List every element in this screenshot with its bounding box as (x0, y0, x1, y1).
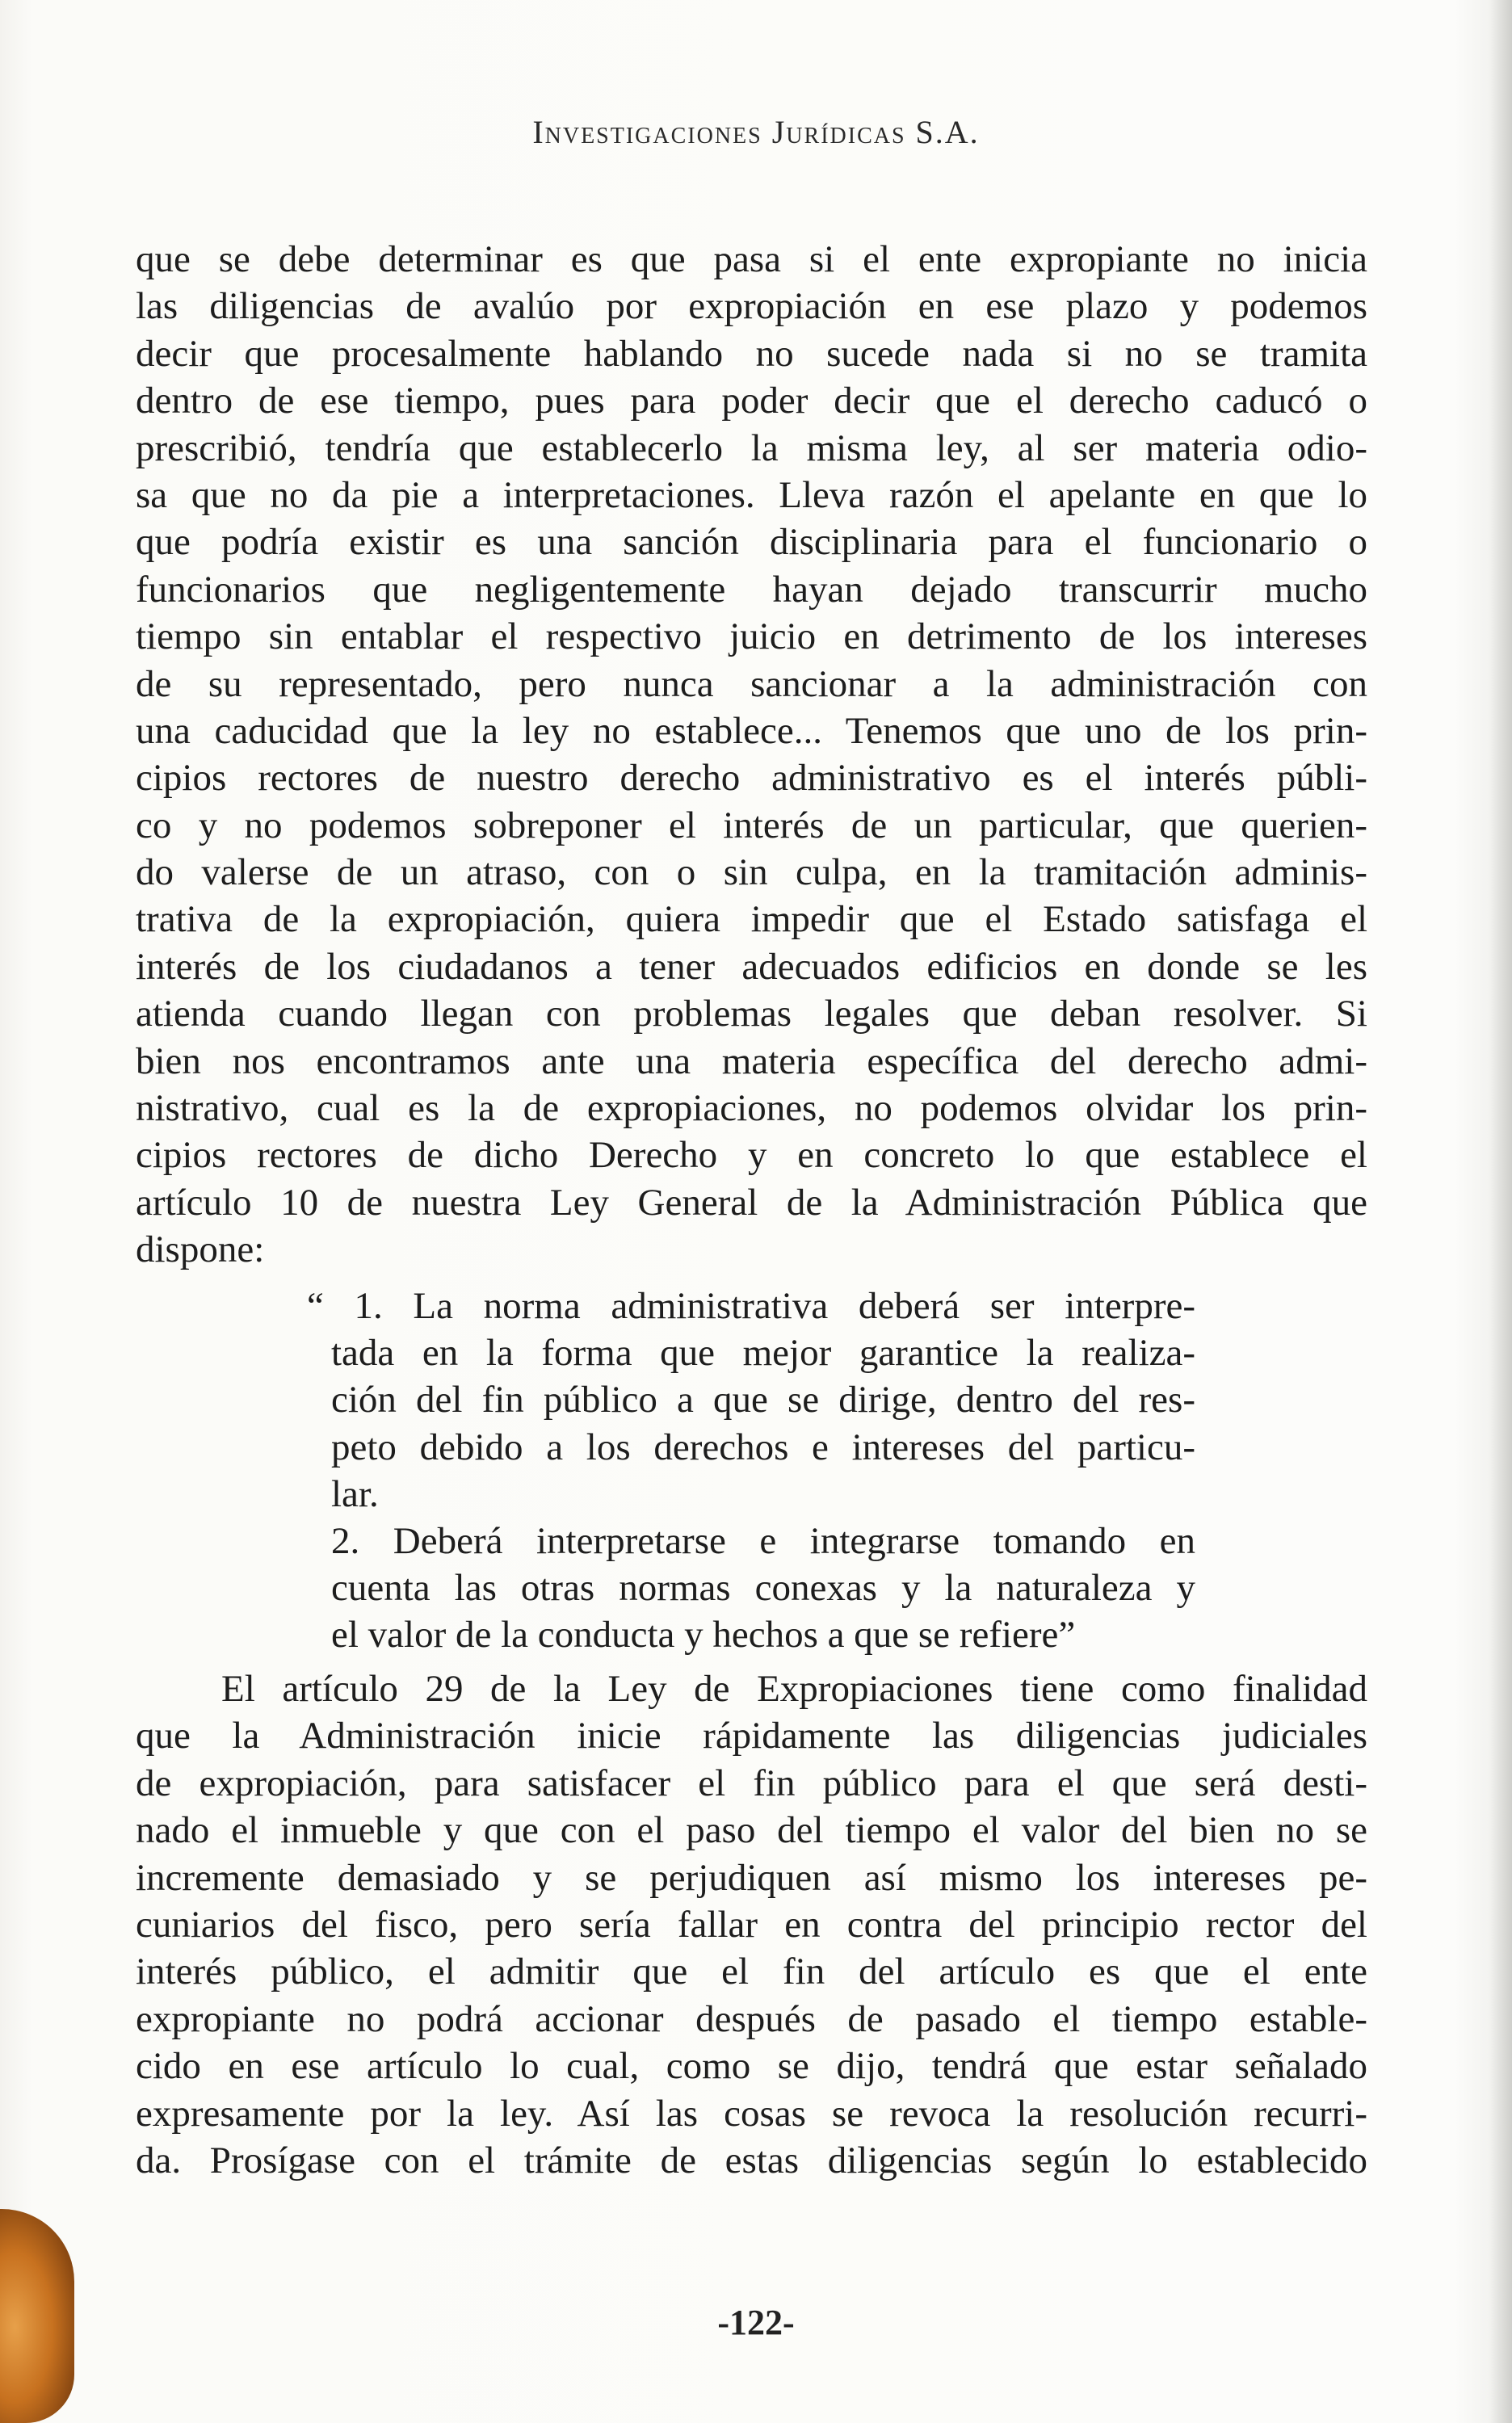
text-line: que podría existir es una sanción disciplinaria para el funcionario o (136, 521, 1367, 564)
text-line: decir que procesalmente hablando no sucede nada si no se tramita (136, 332, 1367, 375)
text-line: cipios rectores de nuestro derecho administrativo es el interés públi- (136, 757, 1367, 800)
text-line: trativa de la expropiación, quiera impedir que el Estado satisfaga el (136, 898, 1367, 941)
text-line: de su representado, pero nunca sancionar a la administración con (136, 662, 1367, 705)
quote-line: 2. Deberá interpretarse e integrarse tomando en (331, 1519, 1195, 1562)
text-line: cipios rectores de dicho Derecho y en concreto lo que establece el (136, 1134, 1367, 1177)
text-line: atienda cuando llegan con problemas legales que deban resolver. Si (136, 993, 1367, 1035)
text-line: bien nos encontramos ante una materia específica del derecho admi- (136, 1039, 1367, 1082)
text-line: que la Administración inicie rápidamente las diligencias judiciales (136, 1715, 1367, 1757)
paragraph-2 (136, 1665, 1367, 2184)
text-line: cido en ese artículo lo cual, como se dijo, tendrá que estar señalado (136, 2045, 1367, 2088)
text-line: las diligencias de avalúo por expropiación en ese plazo y podemos (136, 285, 1367, 328)
text-line: tiempo sin entablar el respectivo juicio en detrimento de los intereses (136, 615, 1367, 658)
page-edge-shadow (1489, 0, 1512, 2423)
text-line: do valerse de un atraso, con o sin culpa, en la tramitación adminis- (136, 851, 1367, 894)
quote-line: cuenta las otras normas conexas y la naturaleza y (331, 1567, 1195, 1610)
text-line: incremente demasiado y se perjudiquen así mismo los intereses pe- (136, 1856, 1367, 1899)
text-line: dentro de ese tiempo, pues para poder decir que el derecho caducó o (136, 380, 1367, 422)
text-line: una caducidad que la ley no establece... Tenemos que uno de los prin- (136, 709, 1367, 752)
paragraph-1 (136, 236, 1367, 1274)
text-line: prescribió, tendría que establecerlo la misma ley, al ser materia odio- (136, 426, 1367, 469)
text-line: interés público, el admitir que el fin del artículo es que el ente (136, 1951, 1367, 1993)
text-line: que se debe determinar es que pasa si el ente expropiante no inicia (136, 238, 1367, 280)
quote-line: ción del fin público a que se dirige, dentro del res- (331, 1379, 1195, 1421)
block-quote (307, 1283, 1195, 1659)
text-line: cuniarios del fisco, pero sería fallar en contra del principio rector del (136, 1903, 1367, 1946)
text-line: interés de los ciudadanos a tener adecuados edificios en donde se les (136, 945, 1367, 988)
quote-line: “ 1. La norma administrativa deberá ser interpre- (307, 1285, 1195, 1327)
text-line: sa que no da pie a interpretaciones. Lleva razón el apelante en que lo (136, 473, 1367, 516)
quote-line: tada en la forma que mejor garantice la realiza- (331, 1332, 1195, 1375)
text-line: de expropiación, para satisfacer el fin público para el que será desti- (136, 1762, 1367, 1804)
text-line: dispone: (136, 1228, 265, 1271)
text-line: nado el inmueble y que con el paso del tiempo el valor del bien no se (136, 1809, 1367, 1852)
text-line: expresamente por la ley. Así las cosas se revoca la resolución recurri- (136, 2092, 1367, 2135)
quote-line: peto debido a los derechos e intereses del particu- (331, 1426, 1195, 1468)
text-line: nistrativo, cual es la de expropiaciones, no podemos olvidar los prin- (136, 1087, 1367, 1130)
text-line: expropiante no podrá accionar después de pasado el tiempo estable- (136, 1997, 1367, 2040)
running-head: Investigaciones Jurídicas S.A. (532, 114, 980, 150)
quote-line: el valor de la conducta y hechos a que se refiere” (331, 1614, 1076, 1657)
text-line: artículo 10 de nuestra Ley General de la Administración Pública que (136, 1181, 1367, 1224)
page-number: -122- (717, 2303, 795, 2342)
text-line: co y no podemos sobreponer el interés de un particular, que querien- (136, 804, 1367, 846)
text-line: da. Prosígase con el trámite de estas diligencias según lo establecido (136, 2139, 1367, 2182)
text-line: funcionarios que negligentemente hayan dejado transcurrir mucho (136, 568, 1367, 611)
text-line: El artículo 29 de la Ley de Expropiaciones tiene como finalidad (221, 1668, 1367, 1710)
quote-line: lar. (331, 1472, 379, 1515)
